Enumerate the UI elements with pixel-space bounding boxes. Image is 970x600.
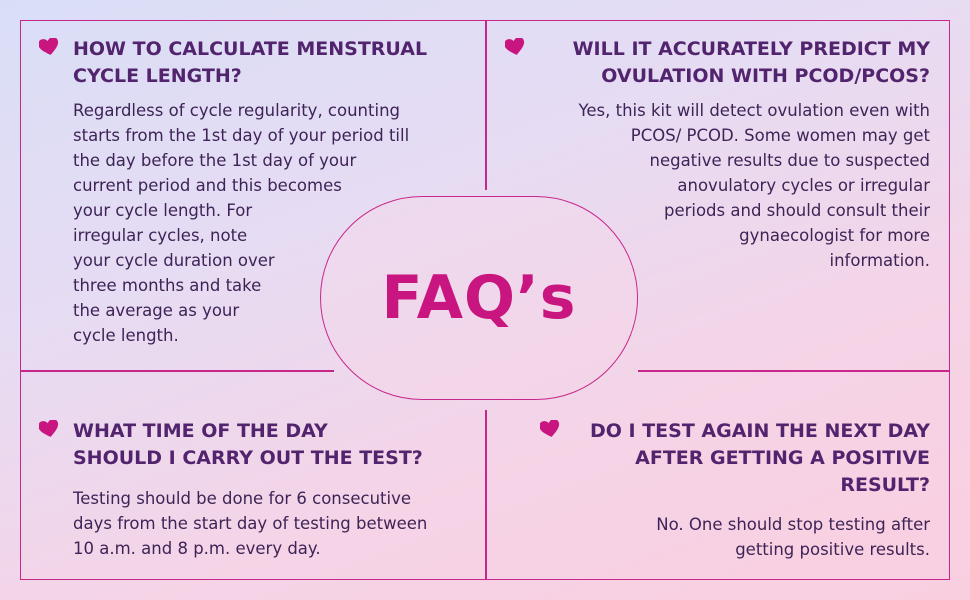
faq-question: WHAT TIME OF THE DAY SHOULD I CARRY OUT THE TEST? — [73, 420, 423, 469]
faq-question: HOW TO CALCULATE MENSTRUAL CYCLE LENGTH? — [73, 38, 428, 87]
heart-icon — [505, 38, 525, 56]
heart-icon — [39, 420, 59, 438]
faq-title: FAQ’s — [381, 263, 577, 333]
faq-answer: Yes, this kit will detect ovulation even with PCOS/ PCOD. Some women may get negative results due to suspected anovulatory cycles or irregular periods and should consult their gynaecologist for more information. — [578, 101, 930, 270]
faq-answer: Testing should be done for 6 consecutive days from the start day of testing between 10 a.m. and 8 p.m. every day. — [73, 489, 428, 558]
divider-horizontal-right — [638, 370, 950, 372]
faq-question: WILL IT ACCURATELY PREDICT MY OVULATION WITH PCOD/PCOS? — [572, 38, 930, 87]
faq-question: DO I TEST AGAIN THE NEXT DAY AFTER GETTING A POSITIVE RESULT? — [590, 420, 930, 496]
heart-icon — [39, 38, 59, 56]
divider-vertical-top — [485, 20, 487, 190]
divider-vertical-bottom — [485, 410, 487, 580]
heart-icon — [540, 420, 560, 438]
faq-answer: No. One should stop testing after getting positive results. — [656, 515, 930, 559]
faq-answer: Regardless of cycle regularity, counting starts from the 1st day of your period till the day before the 1st day of your current period and this becomes your cycle length. For irregular cycles, note your cycle duration over three months and take the average as your cycle length. — [73, 101, 410, 345]
divider-horizontal-left — [20, 370, 334, 372]
